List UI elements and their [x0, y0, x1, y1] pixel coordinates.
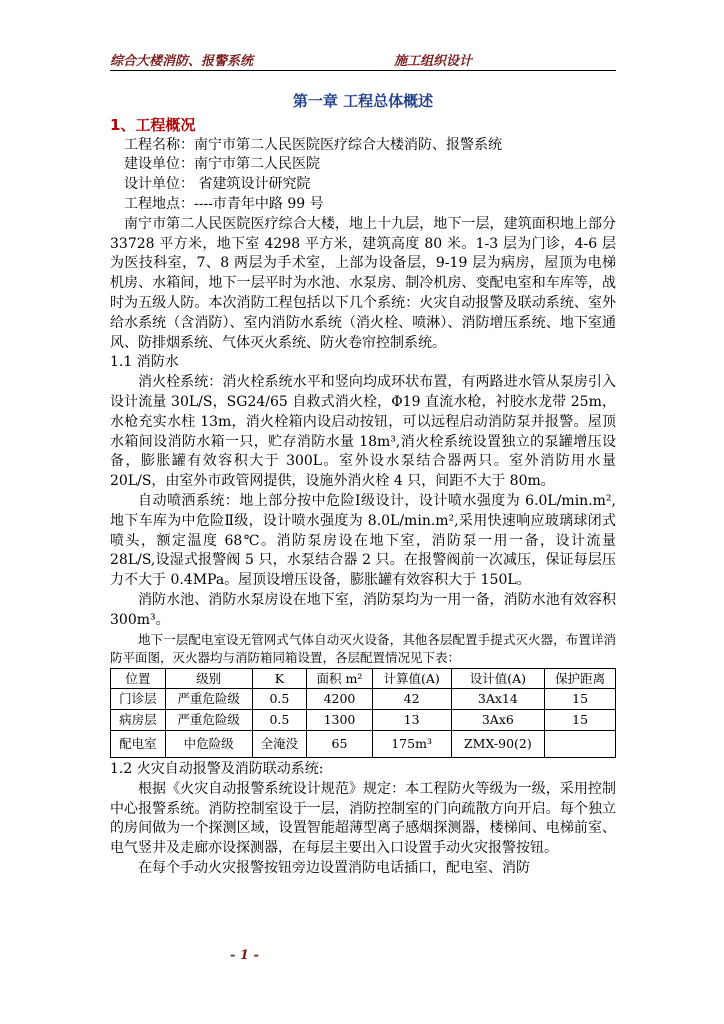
sprinkler-paragraph: 自动喷洒系统：地上部分按中危险Ⅰ级设计，设计喷水强度为 6.0L/min.m²,地下车库为中危险Ⅱ级，设计喷水强度为 8.0L/min.m²,采用快速响应玻璃球闭式喷头，额定温度 68℃。消防泵房设在地下室，消防泵一用一备，设计流量 28L/S,设湿式报警阀 5 只，水泵结合器 2 只。在报警阀前一次减压，保证每层压力不大于 0.4MPa。屋顶设增压设备，膨胀罐有效容积大于 150L。 — [110, 492, 616, 589]
subsection-heading-alarm: 1.2 火灾自动报警及消防联动系统: — [110, 760, 324, 777]
extinguisher-table — [110, 668, 616, 758]
table-row — [111, 710, 616, 731]
overview-paragraph: 南宁市第二人民医院医疗综合大楼，地上十九层，地下一层，建筑面积地上部分 33728 平方米，地下室 4298 平方米，建筑高度 80 米。1-3 层为门诊，4-6 层为医技科室，7、8 两层为手术室，上部为设备层，9-19 层为病房，屋顶为电梯机房、水箱间，地下一层平时为水池、水泵房、制冷机房、变配电室和车库等，战时为五级人防。本次消防工程包括以下几个系统：火灾自动报警及联动系统、室外给水系统（含消防）、室内消防水系统（消火栓、喷淋）、消防增压系统、地下室通风、防排烟系统、气体灭火系统、防火卷帘控制系统。 — [110, 215, 616, 351]
chapter-title: 第一章 工程总体概述 — [292, 92, 434, 110]
table-cell: 0.5 — [252, 710, 307, 731]
section-heading: 1、工程概况 — [110, 115, 196, 134]
page-number: - 1 - — [230, 948, 259, 963]
hydrant-paragraph: 消火栓系统：消火栓系统水平和竖向均成环状布置，有两路进水管从泵房引入设计流量 30L/S，SG24/65 自救式消火栓，Φ19 直流水枪，衬胶水龙带 25m，水枪充实水柱 13m，消火栓箱内设启动按钮，可以远程启动消防泵并报警。屋顶水箱间设消防水箱一只，贮存消防水量 18m³,消火栓系统设置独立的泵罐增压设备，膨胀罐有效容积大于 300L。室外设水泵结合器两只。室外消防用水量 20L/S，由室外市政管网提供，设施外消火栓 4 只，间距不大于 80m。 — [110, 374, 616, 490]
table-header-cell: 计算值(A) — [372, 668, 451, 689]
table-row — [111, 689, 616, 710]
table-header-cell: K — [252, 668, 307, 689]
table-cell: 严重危险级 — [165, 689, 252, 710]
table-cell: 13 — [372, 710, 451, 731]
table-cell: 15 — [545, 710, 616, 731]
table-cell: 3Ax14 — [451, 689, 545, 710]
table-cell: 15 — [545, 689, 616, 710]
table-cell: ZMX-90(2) — [451, 730, 545, 757]
subsection-heading-fire-water: 1.1 消防水 — [110, 354, 179, 371]
header-left-title: 综合大楼消防、报警系统 — [110, 54, 254, 69]
table-cell: 175m³ — [372, 730, 451, 757]
table-cell: 3Ax6 — [451, 710, 545, 731]
alarm-paragraph: 根据《火灾自动报警系统设计规范》规定：本工程防火等级为一级，采用控制中心报警系统。消防控制室设于一层，消防控制室的门向疏散方向开启。每个独立的房间做为一个探测区域，设置智能超薄型离子感烟探测器，楼梯间、电梯前室、电气竖井及走廊亦设探测器，在每层主要出入口设置手动火灾报警按钮。 — [110, 780, 616, 857]
table-cell: 门诊层 — [111, 689, 166, 710]
table-cell: 1300 — [307, 710, 372, 731]
table-header-cell: 设计值(A) — [451, 668, 545, 689]
table-header-cell: 位置 — [111, 668, 166, 689]
table-cell: 严重危险级 — [165, 710, 252, 731]
table-cell: 0.5 — [252, 689, 307, 710]
info-line-owner: 建设单位：南宁市第二人民医院 — [124, 156, 320, 173]
table-cell: 中危险级 — [165, 730, 252, 757]
table-header-cell: 面积 m² — [307, 668, 372, 689]
table-header-cell: 保护距离 — [545, 668, 616, 689]
table-cell: 65 — [307, 730, 372, 757]
info-line-designer: 设计单位： 省建筑设计研究院 — [124, 176, 311, 193]
info-line-location: 工程地点：----市青年中路 99 号 — [124, 195, 324, 212]
running-header — [110, 50, 616, 71]
table-cell: 42 — [372, 689, 451, 710]
table-cell: 4200 — [307, 689, 372, 710]
table-cell — [545, 730, 616, 757]
table-header-row — [111, 668, 616, 689]
table-row — [111, 730, 616, 757]
extinguisher-paragraph: 地下一层配电室设无管网式气体自动灭火设备，其他各层配置手提式灭火器，布置详消防平面图，灭火器均与消防箱同箱设置，各层配置情况见下表： — [110, 631, 616, 665]
info-line-project-name: 工程名称：南宁市第二人民医院医疗综合大楼消防、报警系统 — [124, 136, 502, 153]
table-header-cell: 级别 — [165, 668, 252, 689]
project-info — [110, 136, 616, 215]
table-cell: 配电室 — [111, 730, 166, 757]
table-cell: 病房层 — [111, 710, 166, 731]
document-body — [110, 92, 616, 879]
table-cell: 全淹没 — [252, 730, 307, 757]
pool-paragraph: 消防水池、消防水泵房设在地下室，消防泵均为一用一备，消防水池有效容积 300m³。 — [110, 591, 616, 628]
phone-paragraph: 在每个手动火灾报警按钮旁边设置消防电话插口，配电室、消防 — [138, 859, 530, 876]
header-right-title: 施工组织设计 — [394, 54, 473, 69]
